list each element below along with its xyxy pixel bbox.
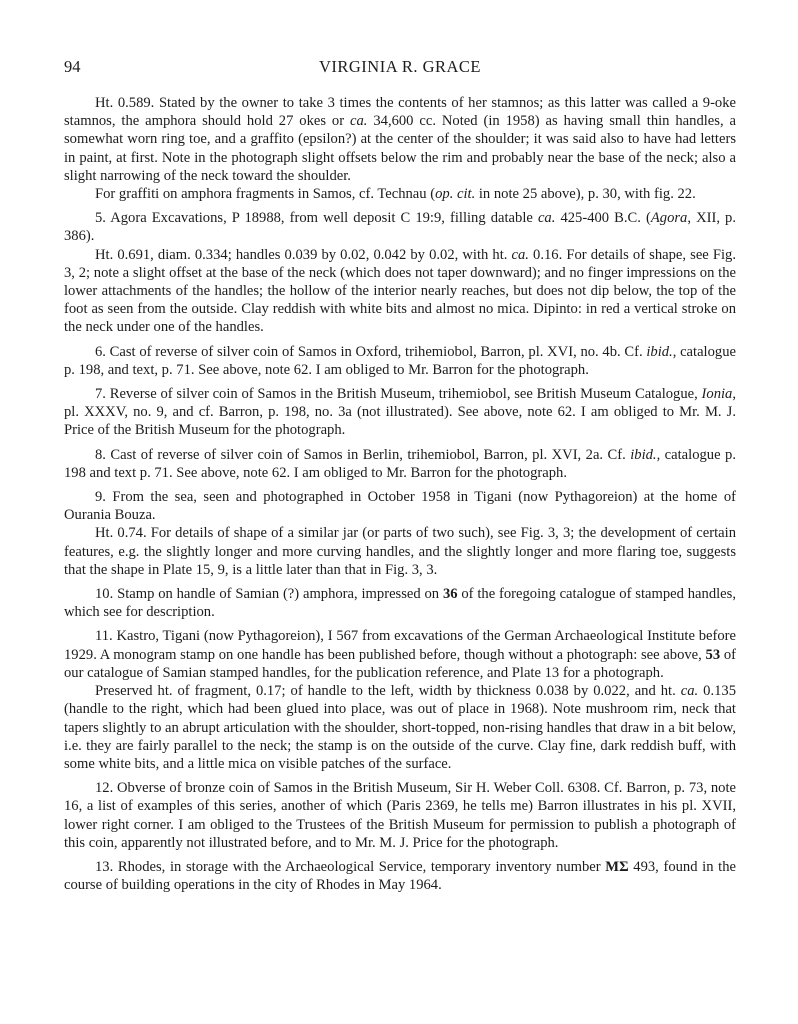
- bold-text: 53: [705, 646, 721, 663]
- text-run: Ht. 0.691, diam. 0.334; handles 0.039 by 0.02, 0.042 by 0.02, with ht.: [95, 246, 512, 263]
- italic-text: ca.: [680, 683, 699, 700]
- italic-text: Ionia: [701, 386, 733, 403]
- text-run: of our catalogue of Samian stamped handles, for the publication reference, and Plate 13 for a photograph.: [64, 646, 736, 681]
- text-run: 10. Stamp on handle of Samian (?) amphora, impressed on: [95, 586, 443, 603]
- running-head-author: VIRGINIA R. GRACE: [318, 57, 482, 76]
- paragraph: [64, 343, 736, 379]
- bold-text: ΜΣ: [605, 858, 629, 875]
- bold-text: 36: [442, 586, 458, 603]
- paragraph: [64, 185, 736, 203]
- text-run: 11. Kastro, Tigani (now Pythagoreion), I 567 from excavations of the German Archaeological Institute before 1929. A monogram stamp on one handle has been published before, though without a photograph: see above,: [64, 628, 736, 663]
- text-run: 12. Obverse of bronze coin of Samos in the British Museum, Sir H. Weber Coll. 6308. Cf. Barron, p. 73, note 16, a list of examples of this series, another of which (Paris 2369, he tells me) Barron illustrates in his pl. XVII, lower right corner. I am obliged to the Trustees of the British Museum for permission to publish a photograph of this coin, apparently not illustrated before, and to Mr. M. J. Price for the photograph.: [64, 780, 736, 851]
- paragraph: [64, 627, 736, 682]
- italic-text: Agora: [650, 210, 688, 227]
- text-run: , pl. XXXV, no. 9, and cf. Barron, p. 198, no. 3a (not illustrated). See above, note 62. I am obliged to Mr. M. J. Price of the British Museum for the photograph.: [64, 386, 736, 439]
- text-run: 0.16. For details of shape, see Fig. 3, 2; note a slight offset at the base of the neck (which does not taper downward); and no finger impressions on the lower attachments of the handles; the hollow of the interior nearly reaches, but does not dip below, the top of the foot as seen from the outside. Clay reddish with white bits and almost no mica. Dipinto: in red a vertical stroke on the neck under one of the handles.: [64, 246, 736, 336]
- italic-text: ibid.: [630, 446, 657, 463]
- paragraph: [64, 446, 736, 482]
- italic-text: op. cit.: [435, 186, 476, 203]
- text-run: 493, found in the course of building operations in the city of Rhodes in May 1964.: [64, 858, 736, 894]
- text-run: Ht. 0.74. For details of shape of a similar jar (or parts of two such), see Fig. 3, 3; the development of certain features, e.g. the slightly longer and more curving handles, and the slightly longer and more flaring toe, suggests that the shape in Plate 15, 9, is a little later than that in Fig. 3, 3.: [64, 525, 736, 578]
- text-run: 8. Cast of reverse of silver coin of Samos in Berlin, trihemiobol, Barron, pl. XVI, 2a. Cf.: [95, 446, 631, 463]
- text-run: 0.135 (handle to the right, which had been glued into place, was out of place in 1968). Note mushroom rim, neck that tapers slightly to an abrupt articulation with the shoulder, short-topped, non-rising handles that draw in a bit below, i.e. they are fairly parallel to the neck; the stamp is on the outside of the curve. Clay fine, dark reddish buff, with some white bits, and a little mica on visible patches of the surface.: [64, 683, 736, 772]
- paragraph: [64, 682, 736, 773]
- running-header: [64, 57, 736, 79]
- text-run: , XII, p. 386).: [64, 210, 736, 245]
- italic-text: ca.: [511, 246, 529, 263]
- text-run: Preserved ht. of fragment, 0.17; of handle to the left, width by thickness 0.038 by 0.022, and ht.: [95, 683, 681, 700]
- paragraph: [64, 524, 736, 579]
- italic-text: ca.: [537, 210, 556, 227]
- paragraph: [64, 246, 736, 337]
- paragraph: [64, 209, 736, 245]
- text-run: , catalogue p. 198 and text p. 71. See above, note 62. I am obliged to Mr. Barron for the photograph.: [64, 446, 736, 481]
- paragraph: [64, 94, 736, 185]
- text-run: in note 25 above), p. 30, with fig. 22.: [475, 186, 696, 203]
- text-run: 13. Rhodes, in storage with the Archaeological Service, temporary inventory number: [95, 858, 606, 875]
- paragraph: [64, 779, 736, 852]
- text-run: For graffiti on amphora fragments in Samos, cf. Technau (: [95, 186, 436, 203]
- body-text: [64, 94, 736, 894]
- text-run: of the foregoing catalogue of stamped handles, which see for description.: [64, 586, 736, 621]
- text-run: 5. Agora Excavations, P 18988, from well deposit C 19:9, filling datable: [95, 210, 538, 227]
- paragraph: [64, 585, 736, 621]
- paragraph: [64, 858, 736, 894]
- text-run: , catalogue p. 198, and text, p. 71. See above, note 62. I am obliged to Mr. Barron for the photograph.: [64, 343, 736, 378]
- text-run: 9. From the sea, seen and photographed in October 1958 in Tigani (now Pythagoreion) at the home of Ourania Bouza.: [64, 489, 736, 524]
- text-run: 425-400 B.C. (: [555, 210, 651, 227]
- page-number: 94: [64, 57, 81, 76]
- text-run: 34,600 cc. Noted (in 1958) as having small thin handles, a somewhat worn ring toe, and a graffito (epsilon?) at the center of the shoulder; it was said also to have had letters in paint, at first. Note in the photograph slight offsets below the rim and probably near the base of the neck; also a slight narrowing of the neck toward the shoulder.: [64, 113, 736, 184]
- text-run: 6. Cast of reverse of silver coin of Samos in Oxford, trihemiobol, Barron, pl. XVI, no. 4b. Cf.: [95, 343, 647, 360]
- paragraph: [64, 488, 736, 524]
- text-run: 7. Reverse of silver coin of Samos in the British Museum, trihemiobol, see British Museum Catalogue,: [95, 386, 702, 403]
- paragraph: [64, 385, 736, 440]
- text-run: Ht. 0.589. Stated by the owner to take 3 times the contents of her stamnos; as this latter was called a 9-oke stamnos, the amphora should hold 27 okes or: [64, 95, 736, 130]
- italic-text: ca.: [350, 113, 368, 130]
- italic-text: ibid.: [646, 343, 673, 360]
